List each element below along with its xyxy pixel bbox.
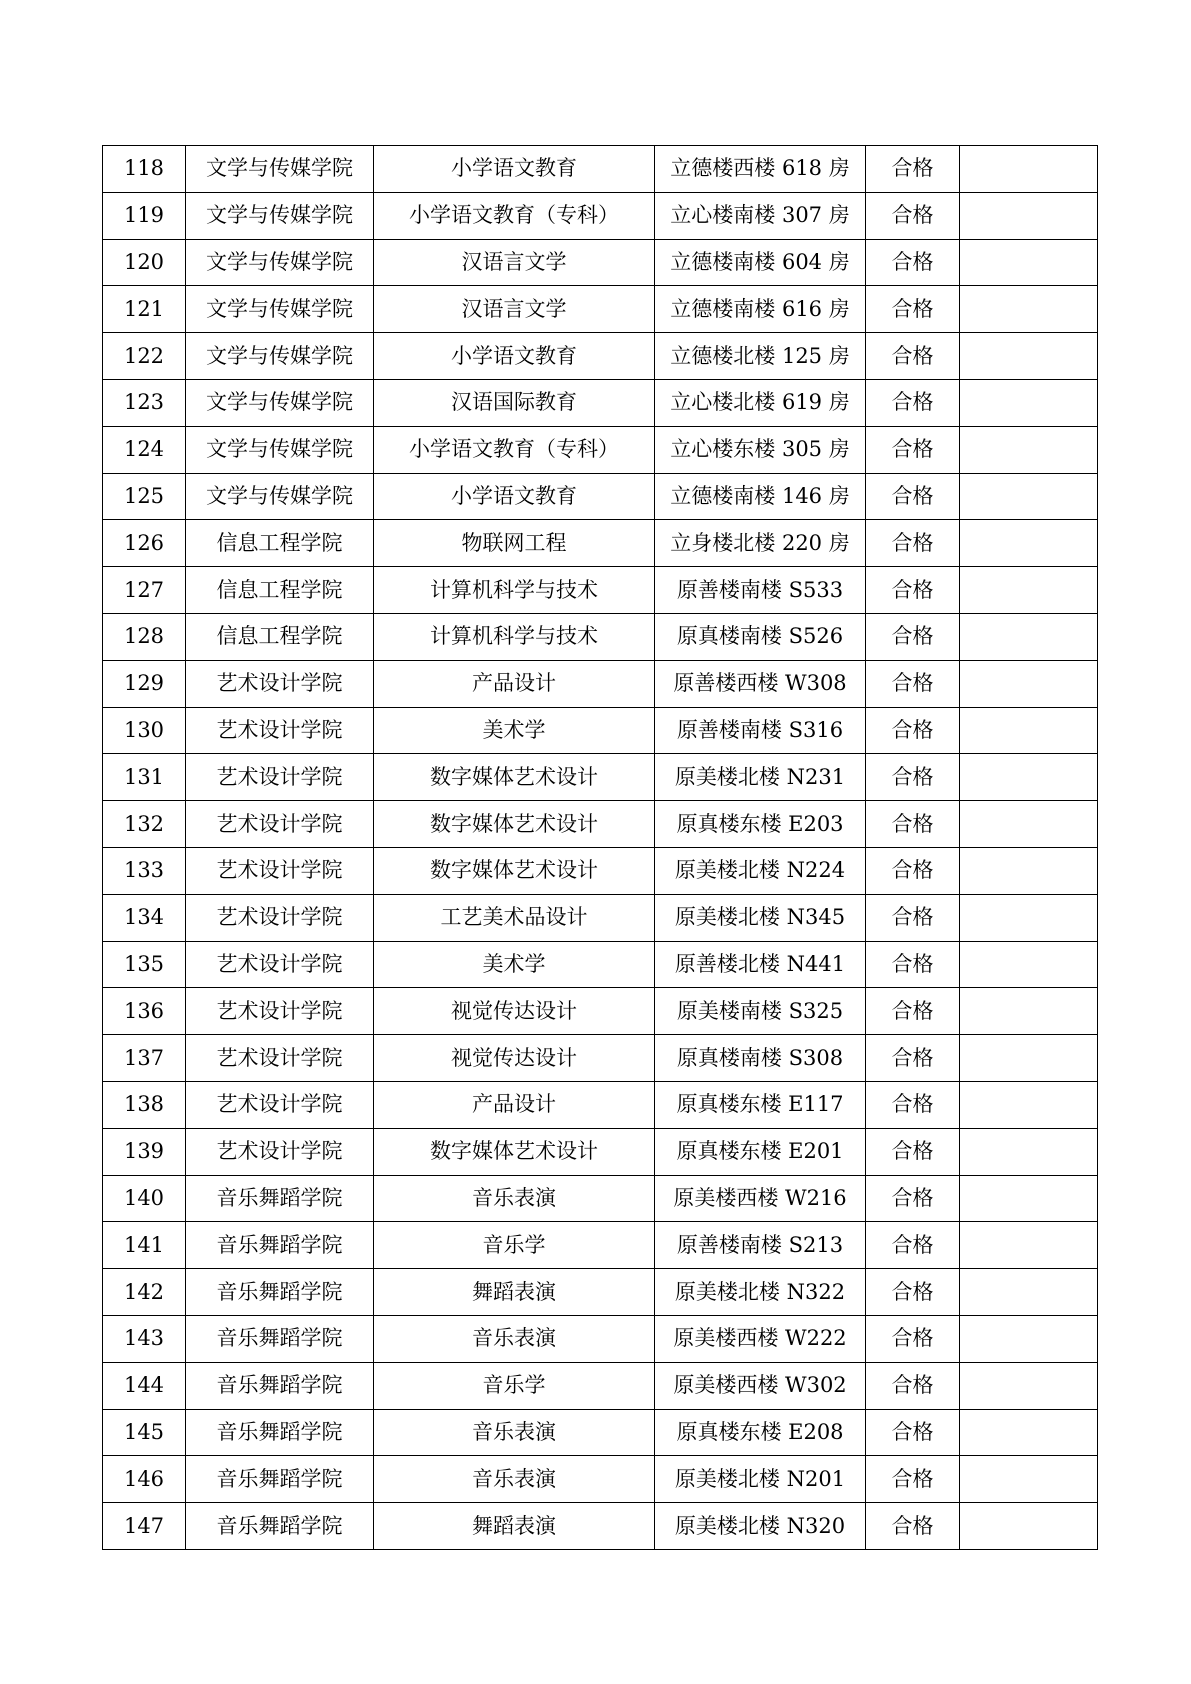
remark-cell [960, 333, 1098, 380]
result-cell: 合格 [866, 1081, 960, 1128]
college-cell: 文学与传媒学院 [186, 379, 374, 426]
major-cell: 美术学 [374, 941, 655, 988]
result-cell: 合格 [866, 1175, 960, 1222]
result-cell: 合格 [866, 192, 960, 239]
row-number-cell: 137 [103, 1035, 186, 1082]
major-cell: 汉语言文学 [374, 286, 655, 333]
row-number-cell: 127 [103, 567, 186, 614]
remark-cell [960, 894, 1098, 941]
major-cell: 音乐表演 [374, 1456, 655, 1503]
row-number-cell: 129 [103, 660, 186, 707]
college-cell: 艺术设计学院 [186, 1035, 374, 1082]
row-number-cell: 142 [103, 1269, 186, 1316]
result-cell: 合格 [866, 286, 960, 333]
room-cell: 原善楼北楼 N441 [655, 941, 866, 988]
result-cell: 合格 [866, 613, 960, 660]
table-row [103, 1362, 1098, 1409]
row-number-cell: 145 [103, 1409, 186, 1456]
remark-cell [960, 754, 1098, 801]
table-row [103, 426, 1098, 473]
table-row [103, 192, 1098, 239]
table-row [103, 988, 1098, 1035]
room-cell: 立德楼北楼 125 房 [655, 333, 866, 380]
room-cell: 原美楼西楼 W302 [655, 1362, 866, 1409]
major-cell: 工艺美术品设计 [374, 894, 655, 941]
college-cell: 文学与传媒学院 [186, 426, 374, 473]
result-cell: 合格 [866, 379, 960, 426]
result-cell: 合格 [866, 894, 960, 941]
table-row [103, 707, 1098, 754]
row-number-cell: 124 [103, 426, 186, 473]
remark-cell [960, 520, 1098, 567]
table-row [103, 801, 1098, 848]
remark-cell [960, 941, 1098, 988]
row-number-cell: 120 [103, 239, 186, 286]
college-cell: 音乐舞蹈学院 [186, 1315, 374, 1362]
college-cell: 艺术设计学院 [186, 801, 374, 848]
room-cell: 立心楼南楼 307 房 [655, 192, 866, 239]
college-cell: 文学与传媒学院 [186, 286, 374, 333]
college-cell: 文学与传媒学院 [186, 146, 374, 193]
row-number-cell: 130 [103, 707, 186, 754]
row-number-cell: 134 [103, 894, 186, 941]
remark-cell [960, 1222, 1098, 1269]
row-number-cell: 143 [103, 1315, 186, 1362]
row-number-cell: 141 [103, 1222, 186, 1269]
room-cell: 立德楼西楼 618 房 [655, 146, 866, 193]
result-cell: 合格 [866, 1362, 960, 1409]
major-cell: 数字媒体艺术设计 [374, 847, 655, 894]
remark-cell [960, 1175, 1098, 1222]
result-cell: 合格 [866, 1456, 960, 1503]
remark-cell [960, 426, 1098, 473]
row-number-cell: 133 [103, 847, 186, 894]
room-cell: 原美楼西楼 W216 [655, 1175, 866, 1222]
remark-cell [960, 239, 1098, 286]
remark-cell [960, 1081, 1098, 1128]
table-row [103, 1222, 1098, 1269]
major-cell: 视觉传达设计 [374, 1035, 655, 1082]
major-cell: 音乐表演 [374, 1409, 655, 1456]
room-cell: 原真楼南楼 S308 [655, 1035, 866, 1082]
remark-cell [960, 660, 1098, 707]
major-cell: 产品设计 [374, 660, 655, 707]
row-number-cell: 123 [103, 379, 186, 426]
major-cell: 音乐学 [374, 1362, 655, 1409]
table-row [103, 1175, 1098, 1222]
remark-cell [960, 1315, 1098, 1362]
result-cell: 合格 [866, 988, 960, 1035]
row-number-cell: 135 [103, 941, 186, 988]
remark-cell [960, 146, 1098, 193]
result-cell: 合格 [866, 1503, 960, 1550]
result-cell: 合格 [866, 1315, 960, 1362]
room-cell: 原美楼北楼 N201 [655, 1456, 866, 1503]
major-cell: 汉语言文学 [374, 239, 655, 286]
college-cell: 音乐舞蹈学院 [186, 1409, 374, 1456]
room-cell: 立心楼北楼 619 房 [655, 379, 866, 426]
row-number-cell: 138 [103, 1081, 186, 1128]
college-cell: 文学与传媒学院 [186, 239, 374, 286]
result-cell: 合格 [866, 520, 960, 567]
remark-cell [960, 707, 1098, 754]
remark-cell [960, 1409, 1098, 1456]
college-cell: 艺术设计学院 [186, 894, 374, 941]
room-cell: 立心楼东楼 305 房 [655, 426, 866, 473]
room-cell: 原真楼东楼 E203 [655, 801, 866, 848]
row-number-cell: 144 [103, 1362, 186, 1409]
row-number-cell: 139 [103, 1128, 186, 1175]
table-row [103, 1269, 1098, 1316]
college-cell: 艺术设计学院 [186, 1081, 374, 1128]
major-cell: 小学语文教育（专科） [374, 426, 655, 473]
table-row [103, 146, 1098, 193]
remark-cell [960, 1269, 1098, 1316]
table-row [103, 941, 1098, 988]
row-number-cell: 125 [103, 473, 186, 520]
major-cell: 舞蹈表演 [374, 1503, 655, 1550]
result-cell: 合格 [866, 707, 960, 754]
college-cell: 艺术设计学院 [186, 660, 374, 707]
row-number-cell: 122 [103, 333, 186, 380]
result-cell: 合格 [866, 660, 960, 707]
room-cell: 立德楼南楼 146 房 [655, 473, 866, 520]
result-cell: 合格 [866, 1035, 960, 1082]
college-cell: 信息工程学院 [186, 520, 374, 567]
major-cell: 美术学 [374, 707, 655, 754]
college-cell: 艺术设计学院 [186, 1128, 374, 1175]
result-cell: 合格 [866, 473, 960, 520]
row-number-cell: 136 [103, 988, 186, 1035]
result-cell: 合格 [866, 333, 960, 380]
remark-cell [960, 1035, 1098, 1082]
college-cell: 艺术设计学院 [186, 941, 374, 988]
college-cell: 音乐舞蹈学院 [186, 1222, 374, 1269]
major-cell: 物联网工程 [374, 520, 655, 567]
row-number-cell: 118 [103, 146, 186, 193]
remark-cell [960, 1456, 1098, 1503]
table-row [103, 613, 1098, 660]
room-cell: 立身楼北楼 220 房 [655, 520, 866, 567]
table-row [103, 1456, 1098, 1503]
result-cell: 合格 [866, 1222, 960, 1269]
row-number-cell: 132 [103, 801, 186, 848]
major-cell: 音乐表演 [374, 1315, 655, 1362]
table-row [103, 1035, 1098, 1082]
row-number-cell: 131 [103, 754, 186, 801]
room-cell: 原美楼北楼 N320 [655, 1503, 866, 1550]
table-row [103, 847, 1098, 894]
table-row [103, 333, 1098, 380]
remark-cell [960, 192, 1098, 239]
college-cell: 信息工程学院 [186, 567, 374, 614]
row-number-cell: 126 [103, 520, 186, 567]
table-row [103, 1503, 1098, 1550]
row-number-cell: 119 [103, 192, 186, 239]
table-row [103, 1081, 1098, 1128]
major-cell: 视觉传达设计 [374, 988, 655, 1035]
college-cell: 音乐舞蹈学院 [186, 1456, 374, 1503]
remark-cell [960, 988, 1098, 1035]
room-cell: 原美楼北楼 N322 [655, 1269, 866, 1316]
major-cell: 舞蹈表演 [374, 1269, 655, 1316]
result-cell: 合格 [866, 754, 960, 801]
result-cell: 合格 [866, 567, 960, 614]
major-cell: 产品设计 [374, 1081, 655, 1128]
result-cell: 合格 [866, 1128, 960, 1175]
remark-cell [960, 1503, 1098, 1550]
table-row [103, 660, 1098, 707]
table-row [103, 239, 1098, 286]
remark-cell [960, 613, 1098, 660]
result-cell: 合格 [866, 1409, 960, 1456]
room-cell: 原美楼南楼 S325 [655, 988, 866, 1035]
result-cell: 合格 [866, 847, 960, 894]
college-cell: 文学与传媒学院 [186, 333, 374, 380]
table-row [103, 754, 1098, 801]
college-cell: 音乐舞蹈学院 [186, 1503, 374, 1550]
table-row [103, 379, 1098, 426]
major-cell: 数字媒体艺术设计 [374, 754, 655, 801]
result-cell: 合格 [866, 426, 960, 473]
college-cell: 艺术设计学院 [186, 847, 374, 894]
college-cell: 音乐舞蹈学院 [186, 1175, 374, 1222]
table-row [103, 286, 1098, 333]
room-cell: 立德楼南楼 604 房 [655, 239, 866, 286]
remark-cell [960, 1128, 1098, 1175]
table-row [103, 1128, 1098, 1175]
row-number-cell: 128 [103, 613, 186, 660]
major-cell: 小学语文教育 [374, 146, 655, 193]
major-cell: 汉语国际教育 [374, 379, 655, 426]
college-cell: 艺术设计学院 [186, 754, 374, 801]
table-row [103, 894, 1098, 941]
row-number-cell: 140 [103, 1175, 186, 1222]
room-cell: 原善楼南楼 S213 [655, 1222, 866, 1269]
result-cell: 合格 [866, 941, 960, 988]
college-cell: 艺术设计学院 [186, 988, 374, 1035]
room-cell: 原真楼东楼 E201 [655, 1128, 866, 1175]
result-cell: 合格 [866, 801, 960, 848]
room-cell: 原美楼北楼 N231 [655, 754, 866, 801]
college-cell: 文学与传媒学院 [186, 473, 374, 520]
table-row [103, 1409, 1098, 1456]
room-cell: 立德楼南楼 616 房 [655, 286, 866, 333]
table-row [103, 520, 1098, 567]
result-cell: 合格 [866, 239, 960, 286]
major-cell: 计算机科学与技术 [374, 567, 655, 614]
row-number-cell: 147 [103, 1503, 186, 1550]
remark-cell [960, 473, 1098, 520]
room-cell: 原美楼西楼 W222 [655, 1315, 866, 1362]
college-cell: 文学与传媒学院 [186, 192, 374, 239]
major-cell: 数字媒体艺术设计 [374, 1128, 655, 1175]
room-cell: 原善楼南楼 S533 [655, 567, 866, 614]
college-cell: 音乐舞蹈学院 [186, 1362, 374, 1409]
major-cell: 小学语文教育（专科） [374, 192, 655, 239]
table-row [103, 567, 1098, 614]
college-cell: 音乐舞蹈学院 [186, 1269, 374, 1316]
major-cell: 小学语文教育 [374, 473, 655, 520]
room-cell: 原善楼南楼 S316 [655, 707, 866, 754]
row-number-cell: 146 [103, 1456, 186, 1503]
remark-cell [960, 1362, 1098, 1409]
room-cell: 原善楼西楼 W308 [655, 660, 866, 707]
remark-cell [960, 379, 1098, 426]
result-cell: 合格 [866, 146, 960, 193]
major-cell: 数字媒体艺术设计 [374, 801, 655, 848]
row-number-cell: 121 [103, 286, 186, 333]
room-cell: 原美楼北楼 N345 [655, 894, 866, 941]
college-cell: 信息工程学院 [186, 613, 374, 660]
table-row [103, 473, 1098, 520]
room-cell: 原真楼东楼 E208 [655, 1409, 866, 1456]
major-cell: 小学语文教育 [374, 333, 655, 380]
room-cell: 原真楼东楼 E117 [655, 1081, 866, 1128]
college-cell: 艺术设计学院 [186, 707, 374, 754]
major-cell: 音乐表演 [374, 1175, 655, 1222]
table-row [103, 1315, 1098, 1362]
result-cell: 合格 [866, 1269, 960, 1316]
remark-cell [960, 567, 1098, 614]
remark-cell [960, 847, 1098, 894]
remark-cell [960, 286, 1098, 333]
room-cell: 原美楼北楼 N224 [655, 847, 866, 894]
remark-cell [960, 801, 1098, 848]
major-cell: 计算机科学与技术 [374, 613, 655, 660]
inspection-results-table [102, 145, 1098, 1550]
table-body [103, 146, 1098, 1550]
major-cell: 音乐学 [374, 1222, 655, 1269]
room-cell: 原真楼南楼 S526 [655, 613, 866, 660]
